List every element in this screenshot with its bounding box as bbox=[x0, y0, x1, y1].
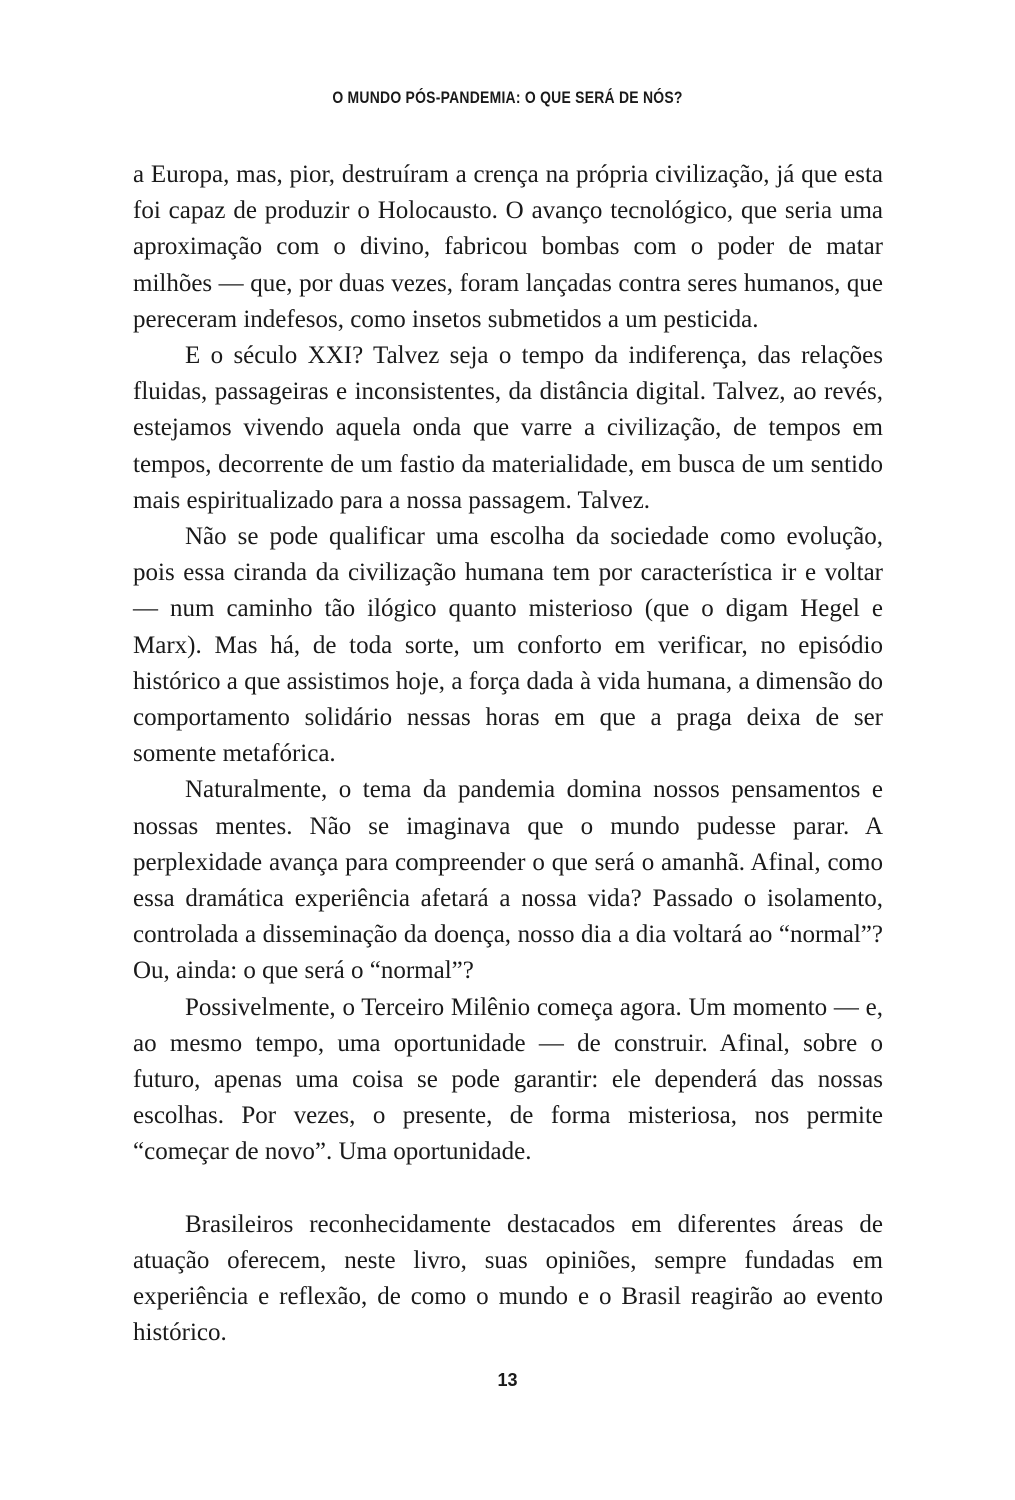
paragraph: Não se pode qualificar uma escolha da sociedade como evolução, pois essa ciranda da civilização humana tem por característica ir e voltar — num caminho tão ilógico quanto misterioso (que o digam Hegel e Marx). Mas há, de toda sorte, um conforto em verificar, no episódio histórico a que assistimos hoje, a força dada à vida humana, a dimensão do comportamento solidário nessas horas em que a praga deixa de ser somente metafórica. bbox=[133, 523, 883, 768]
paragraph: Brasileiros reconhecidamente destacados em diferentes áreas de atuação oferecem, neste livro, suas opiniões, sempre fundadas em experiência e reflexão, de como o mundo e o Brasil reagirão ao evento histórico. bbox=[133, 1210, 883, 1347]
paragraph: a Europa, mas, pior, destruíram a crença na própria civilização, já que esta foi capaz de produzir o Holocausto. O avanço tecnológico, que seria uma aproximação com o divino, fabricou bombas com o poder de matar milhões — que, por duas vezes, foram lançadas contra seres humanos, que pereceram indefesos, como insetos submetidos a um pesticida. bbox=[133, 161, 883, 333]
page-number: 13 bbox=[497, 1370, 518, 1390]
paragraph: Possivelmente, o Terceiro Milênio começa agora. Um momento — e, ao mesmo tempo, uma oportunidade — de construir. Afinal, sobre o futuro, apenas uma coisa se pode garantir: ele dependerá das nossas escolhas. Por vezes, o presente, de forma misteriosa, nos permite “começar de novo”. Uma oportunidade. bbox=[133, 993, 883, 1166]
running-header: O MUNDO PÓS-PANDEMIA: O QUE SERÁ DE NÓS? bbox=[332, 88, 683, 107]
paragraph: E o século XXI? Talvez seja o tempo da indiferença, das relações fluidas, passageiras e inconsistentes, da distância digital. Talvez, ao revés, estejamos vivendo aquela onda que varre a civilização, de tempos em tempos, decorrente de um fastio da materialidade, em busca de um sentido mais espiritualizado para a nossa passagem. Talvez. bbox=[133, 342, 883, 514]
paragraph: Naturalmente, o tema da pandemia domina nossos pensamentos e nossas mentes. Não se imaginava que o mundo pudesse parar. A perplexidade avança para compreender o que será o amanhã. Afinal, como essa dramática experiência afetará a nossa vida? Passado o isolamento, controlada a disseminação da doença, nosso dia a dia voltará ao “normal”? Ou, ainda: o que será o “normal”? bbox=[133, 776, 883, 985]
body-text bbox=[133, 157, 883, 1352]
